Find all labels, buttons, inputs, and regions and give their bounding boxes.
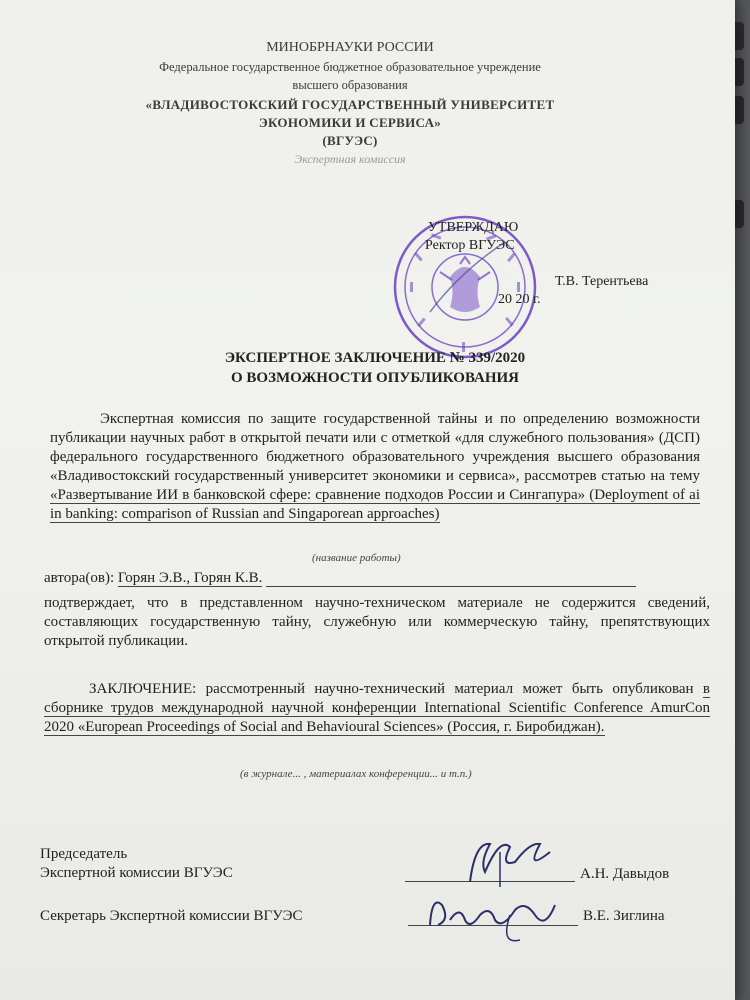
- chair-title-line-1: Председатель: [40, 846, 128, 862]
- commission-name: Экспертная комиссия: [294, 152, 406, 166]
- work-title: «Развертывание ИИ в банковской сфере: сравнение подходов России и Сингапура» (Deployment of ai in banking: comparison of Russian and Singaporean approaches): [50, 487, 700, 522]
- secretary-title: Секретарь Экспертной комиссии ВГУЭС: [40, 908, 303, 924]
- rector-name: Т.В. Терентьева: [555, 274, 649, 289]
- authors-fill-line: [266, 572, 636, 587]
- chair-name: А.Н. Давыдов: [580, 866, 670, 882]
- chair-handwritten-signature: [440, 832, 570, 892]
- confirmation-paragraph: подтверждает, что в представленном научно-техническом материале не содержится сведений, составляющих государственную тайну, служебную или коммерческую тайну, препятствующих открытой публикации.: [44, 595, 710, 649]
- university-name: [100, 96, 600, 150]
- org-type: [100, 58, 600, 94]
- approval-year: 20 20 г.: [498, 292, 541, 307]
- authors-label: автора(ов):: [44, 570, 115, 586]
- venue-note: (в журнале... , материалах конференции... и т.п.): [240, 768, 472, 780]
- intro-paragraph: [50, 410, 700, 524]
- conclusion-text: рассмотренный научно-технический материал может быть опубликован: [205, 681, 694, 697]
- authors-names: Горян Э.В., Горян К.В.: [117, 570, 263, 586]
- intro-text: Экспертная комиссия по защите государственной тайны и по определению возможности публикации научных работ в открытой печати или с отметкой «для служебного пользования» (ДСП) федерального государственного бюджетного образовательного учреждения высшего образования «Владивостокский государственный университет экономики и сервиса», рассмотрев статью на тему: [50, 411, 700, 484]
- university-line-1: «ВЛАДИВОСТОКСКИЙ ГОСУДАРСТВЕННЫЙ УНИВЕРСИТЕТ: [145, 97, 555, 112]
- document-title-line-1: ЭКСПЕРТНОЕ ЗАКЛЮЧЕНИЕ № 339/2020: [224, 350, 526, 366]
- chair-title-line-2: Экспертной комиссии ВГУЭС: [40, 865, 233, 881]
- work-title-note: (название работы): [312, 552, 401, 564]
- document-title-line-2: О ВОЗМОЖНОСТИ ОПУБЛИКОВАНИЯ: [230, 370, 520, 386]
- chair-title: [40, 845, 233, 883]
- conclusion-paragraph: [44, 680, 710, 737]
- secretary-handwritten-signature: [420, 885, 580, 955]
- conclusion-label: ЗАКЛЮЧЕНИЕ:: [89, 681, 197, 697]
- secretary-name: В.Е. Зиглина: [583, 908, 665, 924]
- approval-label: УТВЕРЖДАЮ: [428, 220, 519, 235]
- org-type-line-1: Федеральное государственное бюджетное образовательное учреждение: [159, 60, 541, 74]
- authors-line: [44, 570, 636, 587]
- university-abbr: (ВГУЭС): [322, 133, 378, 148]
- ministry-name: МИНОБРНАУКИ РОССИИ: [266, 40, 434, 55]
- rector-title: Ректор ВГУЭС: [425, 238, 515, 253]
- org-type-line-2: высшего образования: [292, 78, 408, 92]
- university-line-2: ЭКОНОМИКИ И СЕРВИСА»: [258, 115, 442, 130]
- publication-venue: в сборнике трудов международной научной конференции International Scientific Conference AmurCon 2020 «European Proceedings of Social and Behavioural Sciences» (Россия, г. Биробиджан).: [44, 681, 711, 735]
